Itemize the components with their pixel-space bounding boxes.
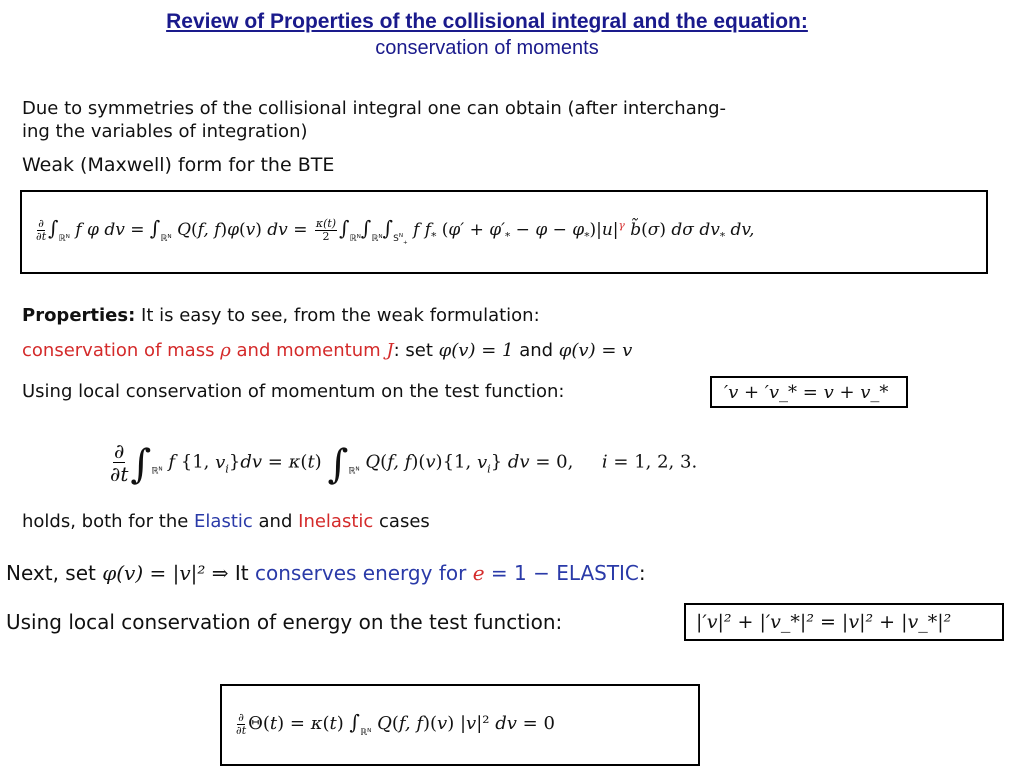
holds-line <box>22 511 430 532</box>
energy-box-equation: |′v|² + |′v_*|² = |v|² + |v_*|² <box>696 611 952 633</box>
theta-box <box>220 684 700 766</box>
conservation-mass-line <box>22 340 632 361</box>
momentum-box <box>710 376 908 408</box>
holds-and: and <box>258 511 293 532</box>
slide-subtitle: conservation of moments <box>375 37 599 59</box>
inelastic-label: Inelastic <box>298 511 374 532</box>
holds-suffix: cases <box>379 511 430 532</box>
weak-form-equation: $\frac{\partial}{\partial t}$ $\int_{ℝᴺ}$ f φ dv = $\int_{ℝᴺ}$ Q(f, f)φ(v) dv = $\frac{\kappa(t)}{2}$ $\int_{ℝᴺ}\int_{ℝᴺ}\int_{S^N_+}$ f $f_*$ $(\varphi' + \varphi'_* - \varphi - \varphi_*)|u|^\gamma$ b̃(σ) dσ $dv_*$ dv, <box>36 216 755 246</box>
it-word: It <box>234 561 249 585</box>
properties-line <box>22 305 540 326</box>
conserves-energy-label: conserves energy for <box>255 561 467 585</box>
phi-eq-v: φ(v) = v <box>558 340 633 361</box>
colon-set: : set <box>393 340 433 361</box>
phi-eq-one: φ(v) = 1 <box>438 340 514 361</box>
intro-line-1: Due to symmetries of the collisional integral one can obtain (after interchang- <box>22 98 727 119</box>
intro-line-2: ing the variables of integration) <box>22 121 308 142</box>
weak-form-box <box>20 190 988 274</box>
properties-label: Properties: <box>22 305 136 326</box>
and-word: and <box>519 340 554 361</box>
slide-title: Review of Properties of the collisional integral and the equation: <box>166 10 808 33</box>
weak-form-heading: Weak (Maxwell) form for the BTE <box>22 154 335 176</box>
momentum-text: Using local conservation of momentum on the test function: <box>22 381 565 402</box>
J-symbol: J <box>386 340 394 361</box>
energy-colon: : <box>638 561 646 585</box>
phi-def: φ(v) = |v|² ⇒ <box>102 561 229 585</box>
e-symbol: e <box>472 561 485 585</box>
theta-equation: $\frac{\partial}{\partial t}$ Θ(t) = κ(t) $\int_{ℝᴺ}$ Q(f, f)(v) |v|² dv = 0 <box>236 710 555 738</box>
energy-using-text: Using local conservation of energy on the test function: <box>6 610 563 634</box>
moment-equation: $\frac{\partial}{\partial t}$ $\int_{ℝᴺ}$ f {1, $v_i\}dv = \kappa(t)$ $\int_{ℝᴺ}$ Q(f, f)(v){1, $v_i$} dv = 0, i = 1, 2, 3. <box>110 439 698 488</box>
next-prefix: Next, set <box>6 561 96 585</box>
momentum-box-equation: ′v + ′v_* = v + v_* <box>724 382 889 403</box>
and-momentum-label: and momentum <box>236 340 381 361</box>
holds-prefix: holds, both for the <box>22 511 189 532</box>
rho-symbol: ρ <box>220 340 231 361</box>
energy-line <box>6 561 646 585</box>
properties-text: It is easy to see, from the weak formulation: <box>141 305 540 326</box>
eq-one-elastic: = 1 − ELASTIC <box>490 561 639 585</box>
energy-box <box>684 603 1004 641</box>
elastic-label: Elastic <box>194 511 253 532</box>
conservation-mass-label: conservation of mass <box>22 340 215 361</box>
